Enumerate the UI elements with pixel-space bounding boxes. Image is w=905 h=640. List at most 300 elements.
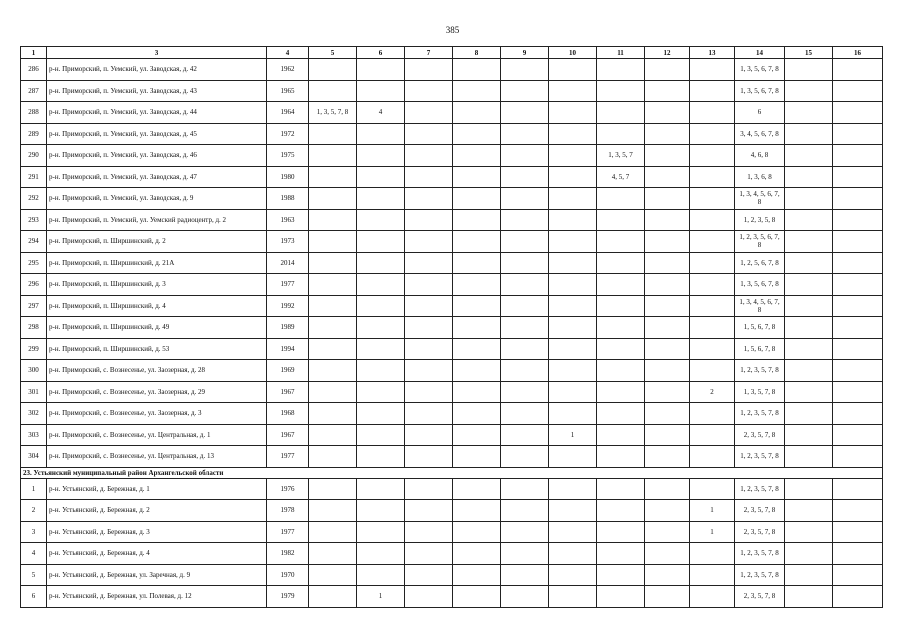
data-cell [597,252,645,274]
year-cell: 1970 [267,564,309,586]
column-header: 9 [501,47,549,59]
data-cell [645,403,690,425]
column-header: 13 [690,47,735,59]
data-cell [690,317,735,339]
data-cell [833,123,883,145]
data-cell [405,123,453,145]
data-cell [549,446,597,468]
data-cell [549,500,597,522]
table-row [21,231,883,253]
table-row [21,446,883,468]
row-number-cell: 289 [21,123,47,145]
data-cell [453,231,501,253]
data-cell [309,317,357,339]
year-cell: 1964 [267,102,309,124]
data-cell: 1, 2, 3, 5, 6, 7, 8 [735,231,785,253]
data-cell [785,446,833,468]
data-cell: 1, 5, 6, 7, 8 [735,317,785,339]
data-cell [549,338,597,360]
data-cell [833,564,883,586]
data-cell [833,80,883,102]
row-number-cell: 292 [21,188,47,210]
data-cell [309,166,357,188]
data-cell [690,478,735,500]
data-cell [357,381,405,403]
address-cell: р-н. Приморский, с. Вознесенье, ул. Центральная, д. 13 [47,446,267,468]
data-cell [645,478,690,500]
address-cell: р-н. Приморский, п. Ширшинский, д. 2 [47,231,267,253]
data-cell [501,424,549,446]
data-cell: 2, 3, 5, 7, 8 [735,424,785,446]
data-cell [690,295,735,317]
data-cell [501,381,549,403]
data-cell [549,360,597,382]
year-cell: 1977 [267,521,309,543]
data-cell: 1, 2, 3, 5, 7, 8 [735,360,785,382]
data-cell [690,360,735,382]
address-cell: р-н. Устьянский, д. Бережная, д. 4 [47,543,267,565]
data-cell: 1 [690,500,735,522]
data-cell [785,252,833,274]
column-header: 10 [549,47,597,59]
data-cell [645,586,690,608]
data-cell [549,80,597,102]
address-cell: р-н. Устьянский, д. Бережная, д. 3 [47,521,267,543]
data-cell: 1, 3, 5, 6, 7, 8 [735,59,785,81]
column-header: 7 [405,47,453,59]
data-cell [690,166,735,188]
data-cell [690,403,735,425]
data-cell [357,295,405,317]
data-cell: 1, 2, 3, 5, 8 [735,209,785,231]
data-cell [645,424,690,446]
data-cell [357,274,405,296]
table-row [21,59,883,81]
data-cell [453,209,501,231]
year-cell: 1994 [267,338,309,360]
data-cell [501,478,549,500]
data-cell [785,564,833,586]
year-cell: 1976 [267,478,309,500]
data-cell [833,403,883,425]
data-cell [785,209,833,231]
header-row [21,47,883,59]
address-cell: р-н. Приморский, с. Вознесенье, ул. Заозерная, д. 28 [47,360,267,382]
data-cell [357,500,405,522]
data-cell [785,123,833,145]
data-cell [549,188,597,210]
data-cell [597,274,645,296]
address-cell: р-н. Приморский, с. Вознесенье, ул. Заозерная, д. 3 [47,403,267,425]
year-cell: 1980 [267,166,309,188]
data-cell [309,338,357,360]
data-cell [357,564,405,586]
address-cell: р-н. Приморский, п. Ширшинский, д. 53 [47,338,267,360]
column-header: 8 [453,47,501,59]
data-cell [597,102,645,124]
data-cell [833,543,883,565]
data-cell [453,80,501,102]
row-number-cell: 2 [21,500,47,522]
page-number: 385 [445,25,460,35]
data-cell [501,145,549,167]
data-cell [690,274,735,296]
data-cell [645,188,690,210]
row-number-cell: 295 [21,252,47,274]
data-cell: 1, 2, 3, 5, 7, 8 [735,564,785,586]
data-cell [597,123,645,145]
table-row [21,586,883,608]
data-cell [357,231,405,253]
data-cell [405,381,453,403]
data-cell [597,209,645,231]
data-cell [645,123,690,145]
table-row [21,478,883,500]
address-cell: р-н. Приморский, п. Уемский, ул. Заводская, д. 44 [47,102,267,124]
data-cell [645,543,690,565]
address-cell: р-н. Приморский, п. Уемский, ул. Заводская, д. 46 [47,145,267,167]
data-cell [597,381,645,403]
data-cell [309,424,357,446]
row-number-cell: 3 [21,521,47,543]
data-cell [357,338,405,360]
data-cell [833,166,883,188]
data-cell [309,209,357,231]
data-cell [501,446,549,468]
year-cell: 1972 [267,123,309,145]
data-cell [309,403,357,425]
data-cell [501,338,549,360]
data-cell [405,252,453,274]
data-cell: 4 [357,102,405,124]
data-cell [357,166,405,188]
data-cell [405,274,453,296]
data-cell [549,166,597,188]
data-cell [357,188,405,210]
data-cell [645,446,690,468]
column-header: 1 [21,47,47,59]
data-cell [690,59,735,81]
data-cell [597,586,645,608]
data-cell [597,478,645,500]
data-cell [785,543,833,565]
row-number-cell: 301 [21,381,47,403]
data-cell [597,338,645,360]
data-cell [597,360,645,382]
data-cell [833,209,883,231]
data-cell [405,209,453,231]
address-cell: р-н. Приморский, п. Уемский, ул. Уемский радиоцентр, д. 2 [47,209,267,231]
data-cell [405,102,453,124]
row-number-cell: 4 [21,543,47,565]
data-cell [833,188,883,210]
data-cell [785,586,833,608]
data-cell: 4, 6, 8 [735,145,785,167]
data-cell [549,381,597,403]
data-cell [597,317,645,339]
data-cell [309,543,357,565]
data-cell: 1 [690,521,735,543]
data-cell [357,80,405,102]
data-cell [405,80,453,102]
data-cell [785,403,833,425]
table-row [21,521,883,543]
data-cell [645,59,690,81]
data-cell: 2, 3, 5, 7, 8 [735,500,785,522]
data-cell [645,564,690,586]
data-cell [549,295,597,317]
data-cell [597,521,645,543]
year-cell: 2014 [267,252,309,274]
data-cell [501,102,549,124]
data-cell [453,102,501,124]
address-cell: р-н. Приморский, п. Уемский, ул. Заводская, д. 42 [47,59,267,81]
data-cell [501,123,549,145]
address-cell: р-н. Приморский, п. Ширшинский, д. 49 [47,317,267,339]
data-cell [453,478,501,500]
column-header: 6 [357,47,405,59]
year-cell: 1982 [267,543,309,565]
data-cell [309,188,357,210]
data-cell [309,586,357,608]
data-cell [357,478,405,500]
data-cell [645,521,690,543]
table-row [21,295,883,317]
address-cell: р-н. Приморский, п. Уемский, ул. Заводская, д. 9 [47,188,267,210]
data-cell [405,424,453,446]
data-cell [597,543,645,565]
data-cell [833,424,883,446]
data-cell [785,295,833,317]
address-cell: р-н. Устьянский, д. Бережная, д. 1 [47,478,267,500]
data-cell [405,564,453,586]
data-cell [690,209,735,231]
section-row [21,467,883,478]
column-header: 12 [645,47,690,59]
row-number-cell: 1 [21,478,47,500]
data-cell [405,403,453,425]
data-cell [501,295,549,317]
data-cell [597,403,645,425]
data-cell: 1, 2, 3, 5, 7, 8 [735,543,785,565]
data-cell [785,478,833,500]
data-cell [453,123,501,145]
data-cell [357,403,405,425]
data-cell [785,381,833,403]
data-cell: 1, 5, 6, 7, 8 [735,338,785,360]
data-cell [357,360,405,382]
data-cell [549,521,597,543]
data-cell [645,317,690,339]
column-header: 4 [267,47,309,59]
data-cell [405,586,453,608]
data-cell [645,381,690,403]
data-cell [453,381,501,403]
data-cell [549,123,597,145]
data-cell [405,166,453,188]
data-cell [453,586,501,608]
data-cell [453,500,501,522]
row-number-cell: 287 [21,80,47,102]
data-cell [405,231,453,253]
data-cell [309,231,357,253]
data-cell: 2, 3, 5, 7, 8 [735,586,785,608]
data-cell: 1, 3, 5, 7, 8 [735,381,785,403]
data-cell [309,446,357,468]
data-cell [645,102,690,124]
data-cell [357,209,405,231]
data-cell: 1, 3, 5, 7, 8 [309,102,357,124]
data-cell [690,102,735,124]
year-cell: 1965 [267,80,309,102]
data-cell [501,317,549,339]
data-cell [549,102,597,124]
data-cell [785,80,833,102]
data-cell: 3, 4, 5, 6, 7, 8 [735,123,785,145]
table-row [21,317,883,339]
year-cell: 1989 [267,317,309,339]
data-cell [785,145,833,167]
table-row [21,360,883,382]
data-cell [785,521,833,543]
row-number-cell: 298 [21,317,47,339]
data-cell [309,478,357,500]
table-row [21,252,883,274]
data-cell [501,274,549,296]
housing-register-table [20,46,883,608]
data-cell [645,145,690,167]
row-number-cell: 297 [21,295,47,317]
data-cell [309,564,357,586]
data-cell [690,446,735,468]
table-row [21,338,883,360]
data-cell [357,521,405,543]
table-row [21,166,883,188]
data-cell [453,424,501,446]
column-header: 3 [47,47,267,59]
data-cell [785,231,833,253]
data-cell [833,521,883,543]
data-cell [357,446,405,468]
data-cell: 1, 2, 3, 5, 7, 8 [735,446,785,468]
data-cell [357,145,405,167]
data-cell [549,274,597,296]
data-cell: 1 [549,424,597,446]
data-cell [501,521,549,543]
table-row [21,381,883,403]
data-cell [833,59,883,81]
data-cell [309,123,357,145]
row-number-cell: 304 [21,446,47,468]
data-cell [549,209,597,231]
data-cell [833,274,883,296]
year-cell: 1978 [267,500,309,522]
data-cell [501,188,549,210]
data-cell [785,500,833,522]
row-number-cell: 286 [21,59,47,81]
data-cell [645,500,690,522]
data-cell [690,231,735,253]
data-cell: 1, 2, 3, 5, 7, 8 [735,478,785,500]
data-cell [833,231,883,253]
data-cell [597,188,645,210]
row-number-cell: 299 [21,338,47,360]
row-number-cell: 300 [21,360,47,382]
data-cell [405,338,453,360]
data-cell [833,381,883,403]
data-cell [690,123,735,145]
year-cell: 1973 [267,231,309,253]
data-cell [357,59,405,81]
address-cell: р-н. Приморский, п. Уемский, ул. Заводская, д. 45 [47,123,267,145]
row-number-cell: 296 [21,274,47,296]
data-cell [405,478,453,500]
address-cell: р-н. Устьянский, д. Бережная, ул. Заречная, д. 9 [47,564,267,586]
data-cell [405,543,453,565]
data-cell [833,252,883,274]
data-cell [785,338,833,360]
table-row [21,80,883,102]
table-row [21,123,883,145]
data-cell [453,317,501,339]
column-header: 14 [735,47,785,59]
data-cell [453,252,501,274]
data-cell: 4, 5, 7 [597,166,645,188]
data-cell [645,295,690,317]
data-cell [405,360,453,382]
data-cell [357,123,405,145]
data-cell [501,564,549,586]
data-cell [501,231,549,253]
data-cell [405,59,453,81]
data-cell [690,424,735,446]
data-cell [549,231,597,253]
data-cell [453,403,501,425]
data-cell [690,188,735,210]
year-cell: 1967 [267,424,309,446]
data-cell [785,360,833,382]
address-cell: р-н. Приморский, п. Ширшинский, д. 4 [47,295,267,317]
data-cell [501,500,549,522]
data-cell [597,59,645,81]
data-cell [501,543,549,565]
data-cell [785,59,833,81]
row-number-cell: 290 [21,145,47,167]
data-cell [833,446,883,468]
data-cell [690,338,735,360]
data-cell [645,231,690,253]
data-cell [453,59,501,81]
data-cell [405,317,453,339]
data-cell [501,209,549,231]
data-cell [501,80,549,102]
data-cell [309,145,357,167]
address-cell: р-н. Приморский, п. Ширшинский, д. 3 [47,274,267,296]
data-cell [597,80,645,102]
data-cell [785,166,833,188]
table-row [21,188,883,210]
data-cell [597,231,645,253]
row-number-cell: 6 [21,586,47,608]
data-cell [453,188,501,210]
year-cell: 1969 [267,360,309,382]
data-cell: 1 [357,586,405,608]
data-cell [549,478,597,500]
data-cell [309,381,357,403]
table-row [21,102,883,124]
data-cell [833,586,883,608]
year-cell: 1968 [267,403,309,425]
